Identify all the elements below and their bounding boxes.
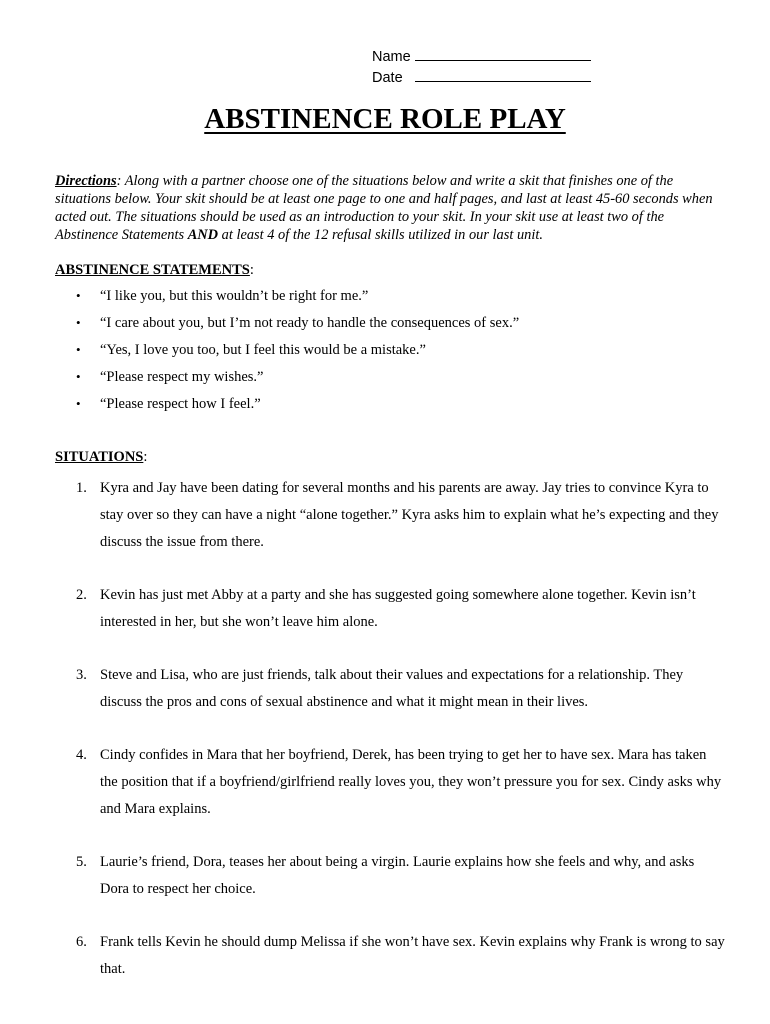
situations-heading: [55, 448, 147, 466]
list-item: [55, 395, 519, 422]
situation-text: Kevin has just met Abby at a party and she has suggested going somewhere alone together. Kevin isn’t interested in her, but she won’t leave him alone.: [100, 587, 696, 630]
date-row: [372, 67, 591, 88]
statement-text: “Please respect how I feel.”: [100, 396, 261, 412]
situation-number: 1.: [76, 480, 87, 496]
situation-text: Steve and Lisa, who are just friends, talk about their values and expectations for a relationship. They discuss the pros and cons of sexual abstinence and what it might mean in their lives.: [100, 667, 684, 710]
abstinence-statements-heading-text: ABSTINENCE STATEMENTS: [55, 262, 250, 278]
directions-lead: Directions: [55, 173, 117, 189]
list-item: [55, 314, 519, 341]
list-item: [55, 662, 725, 716]
list-item: [55, 287, 519, 314]
list-item: [55, 929, 725, 983]
situation-number: 5.: [76, 854, 87, 870]
abstinence-statements-heading-colon: :: [249, 262, 254, 278]
bullet-icon: •: [76, 315, 81, 330]
name-row: [372, 46, 591, 67]
situations-list: [55, 475, 725, 1009]
abstinence-statements-heading: [55, 261, 254, 279]
situation-number: 2.: [76, 587, 87, 603]
statement-text: “I care about you, but I’m not ready to handle the consequences of sex.”: [100, 315, 520, 331]
bullet-icon: •: [76, 369, 81, 384]
situations-heading-text: SITUATIONS: [55, 449, 144, 465]
list-item: [55, 368, 519, 395]
abstinence-statements-list: [55, 287, 519, 422]
list-item: [55, 849, 725, 903]
list-item: [55, 475, 725, 556]
situation-text: Frank tells Kevin he should dump Melissa if she won’t have sex. Kevin explains why Frank is wrong to say that.: [100, 934, 725, 977]
bullet-icon: •: [76, 342, 81, 357]
statement-text: “Yes, I love you too, but I feel this would be a mistake.”: [100, 342, 426, 358]
situation-number: 3.: [76, 667, 87, 683]
situation-number: 6.: [76, 934, 87, 950]
situations-heading-colon: :: [143, 449, 148, 465]
bullet-icon: •: [76, 288, 81, 303]
list-item: [55, 742, 725, 823]
date-blank-line[interactable]: [415, 67, 591, 82]
name-date-block: [372, 46, 591, 88]
directions-text-2: at least 4 of the 12 refusal skills utilized in our last unit.: [218, 227, 543, 243]
name-label: Name: [372, 49, 411, 65]
statement-text: “I like you, but this wouldn’t be right for me.”: [100, 288, 369, 304]
page-title: ABSTINENCE ROLE PLAY: [204, 103, 566, 135]
directions-and-emphasis: AND: [187, 227, 219, 243]
situation-text: Laurie’s friend, Dora, teases her about being a virgin. Laurie explains how she feels and why, and asks Dora to respect her choice.: [100, 854, 695, 897]
situation-text: Kyra and Jay have been dating for several months and his parents are away. Jay tries to convince Kyra to stay over so they can have a night “alone together.” Kyra asks him to explain what he’s expecting and they discuss the issue from there.: [100, 480, 719, 550]
directions-text-1: : Along with a partner choose one of the situations below and write a skit that finishes one of the situations below. Your skit should be at least one page to one and half pages, and last at least 45-60 seconds when acted out. The situations should be used as an introduction to your skit. In your skit use at least two of the Abstinence Statements: [55, 173, 713, 243]
name-blank-line[interactable]: [415, 46, 591, 61]
situation-number: 4.: [76, 747, 87, 763]
bullet-icon: •: [76, 396, 81, 411]
date-label: Date: [372, 70, 403, 86]
directions-paragraph: [55, 172, 715, 244]
list-item: [55, 341, 519, 368]
statement-text: “Please respect my wishes.”: [100, 369, 264, 385]
list-item: [55, 582, 725, 636]
situation-text: Cindy confides in Mara that her boyfriend, Derek, has been trying to get her to have sex. Mara has taken the position that if a boyfriend/girlfriend really loves you, they won’t pressure you for sex. Cindy asks why and Mara explains.: [100, 747, 722, 817]
